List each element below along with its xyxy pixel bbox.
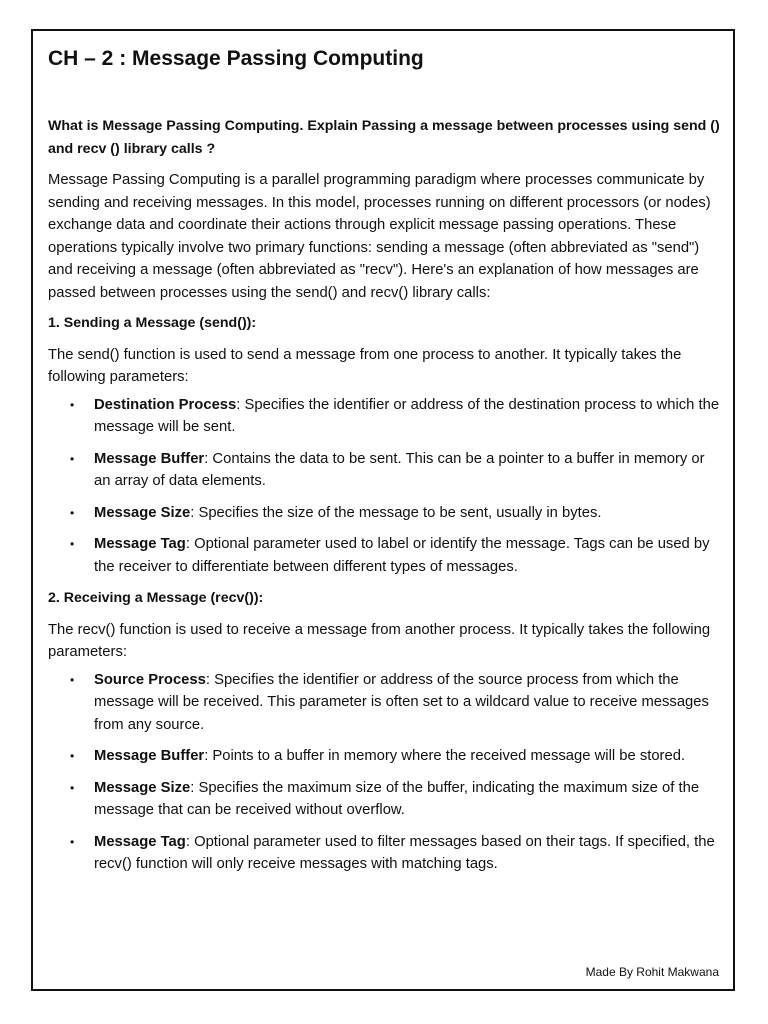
param-term: Message Buffer [94, 450, 205, 467]
list-item [48, 394, 720, 439]
document-content [48, 45, 720, 885]
param-term: Message Size [94, 504, 191, 521]
param-text: : Specifies the maximum size of the buffer, indicating the maximum size of the message that can be received without overflow. [94, 779, 700, 818]
param-term: Destination Process [94, 396, 237, 413]
page-title: CH – 2 : Message Passing Computing [48, 47, 424, 70]
param-term: Source Process [94, 671, 206, 688]
list-item [48, 831, 720, 876]
param-text: : Specifies the size of the message to be sent, usually in bytes. [190, 504, 602, 521]
recv-section-description: The recv() function is used to receive a message from another process. It typically takes the following parameters: [48, 621, 711, 660]
list-item [48, 745, 720, 768]
bullet-icon: • [70, 780, 75, 795]
param-text: : Contains the data to be sent. This can be a pointer to a buffer in memory or an array of data elements. [94, 450, 705, 489]
bullet-icon: • [70, 749, 75, 763]
param-text: : Optional parameter used to label or identify the message. Tags can be used by the receiver to differentiate between different types of messages. [94, 536, 710, 575]
param-text: : Specifies the identifier or address of the destination process to which the message will be sent. [94, 396, 720, 435]
bullet-icon: • [70, 834, 75, 849]
param-term: Message Size [94, 779, 191, 796]
recv-params-list [48, 669, 720, 876]
param-term: Message Tag [94, 833, 186, 850]
param-text: : Specifies the identifier or address of the source process from which the message will be received. This parameter is often set to a wildcard value to receive messages from any source. [94, 671, 709, 733]
bullet-icon: • [70, 537, 75, 551]
bullet-icon: • [70, 505, 75, 520]
list-item [48, 533, 720, 578]
page-frame [31, 29, 735, 991]
param-text: : Optional parameter used to filter messages based on their tags. If specified, the recv() function will only receive messages with matching tags. [94, 833, 715, 872]
list-item [48, 669, 720, 737]
bullet-icon: • [70, 451, 75, 466]
send-section-description: The send() function is used to send a message from one process to another. It typically takes the following parameters: [48, 346, 682, 385]
recv-section-heading: 2. Receiving a Message (recv()): [48, 590, 264, 606]
question-heading: What is Message Passing Computing. Explain Passing a message between processes using send () and recv () library calls ? [48, 118, 720, 157]
list-item [48, 777, 720, 822]
bullet-icon: • [70, 672, 75, 687]
send-section-heading: 1. Sending a Message (send()): [48, 315, 257, 331]
send-params-list [48, 394, 720, 579]
param-text: : Points to a buffer in memory where the received message will be stored. [204, 748, 686, 764]
param-term: Message Tag [94, 536, 186, 552]
intro-paragraph: Message Passing Computing is a parallel programming paradigm where processes communicate by sending and receiving messages. In this model, processes running on different processors (or nodes) exchange data and coordinate their actions through explicit message passing operations. These operations typically involve two primary functions: sending a message (often abbreviated as "send") and receiving a message (often abbreviated as "recv"). Here's an explanation of how messages are passed between processes using the send() and recv() library calls: [48, 172, 711, 301]
bullet-icon: • [70, 397, 75, 412]
list-item [48, 502, 720, 525]
author-footer: Made By Rohit Makwana [585, 965, 719, 979]
list-item [48, 448, 720, 493]
param-term: Message Buffer [94, 748, 205, 764]
